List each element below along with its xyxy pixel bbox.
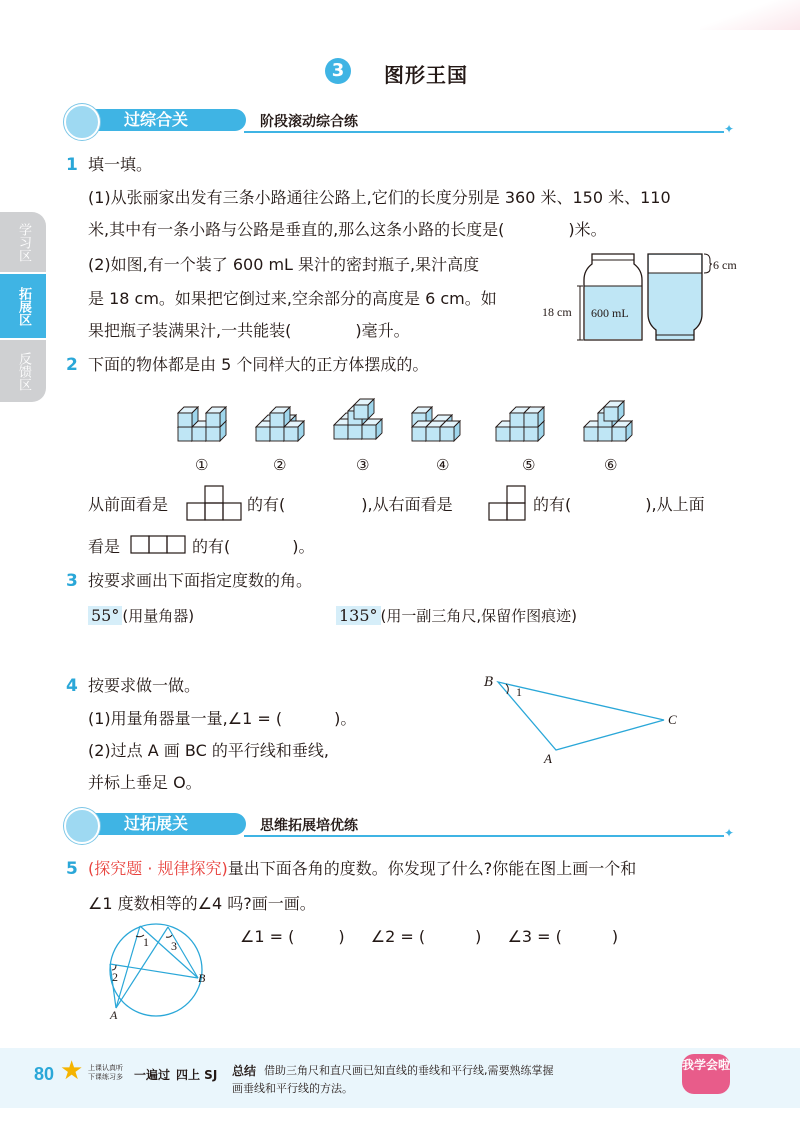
side-tab-extend[interactable]: 拓展区 (0, 274, 46, 338)
text-span: 的有( (192, 537, 231, 556)
question-text (88, 858, 636, 880)
mascot-icon (64, 808, 100, 844)
point-A-label: A (110, 1008, 118, 1022)
text-span: 的有( (533, 495, 572, 514)
question-number: 1 (66, 155, 78, 175)
text-span: ) (611, 927, 619, 946)
text-span: )。 (334, 709, 357, 728)
question-text (88, 708, 356, 730)
section-subtitle: 阶段滚动综合练 (260, 114, 358, 130)
circle-figure (100, 918, 220, 1028)
question-number: 2 (66, 355, 78, 375)
text-span: ∠3 = ( (507, 927, 562, 946)
question-number: 5 (66, 859, 78, 879)
cube-object-3 (334, 399, 382, 439)
cube-object-2 (256, 407, 304, 441)
text-span: )米。 (568, 220, 607, 239)
text-span: 量出下面各角的度数。你发现了什么?你能在图上画一个和 (227, 859, 637, 878)
section-tag: 过拓展关 (86, 813, 246, 835)
degree-value: 135° (336, 606, 381, 625)
bottle-figure (540, 250, 770, 345)
cube-object-5 (496, 407, 544, 441)
question-text (192, 536, 315, 558)
question-title: 填一填。 (88, 155, 153, 174)
question-text: (2)过点 A 画 BC 的平行线和垂线, (88, 741, 329, 760)
triangle-figure (480, 668, 690, 768)
divider (244, 835, 724, 837)
page-title: 图形王国 (384, 63, 468, 87)
front-view-shape (186, 485, 242, 521)
star-icon: ✦ (724, 826, 735, 840)
height-label: 18 cm (542, 305, 572, 319)
done-badge[interactable]: 我学会啦 (682, 1054, 730, 1094)
text-span: ) (475, 927, 482, 946)
star-icon: ✦ (724, 122, 735, 136)
text-span: ∠2 = ( (370, 927, 426, 946)
angle-task-2 (336, 605, 577, 627)
angle-2-label: 2 (112, 970, 118, 984)
question-text (88, 320, 410, 342)
volume-label: 600 mL (591, 306, 629, 320)
text-span: 的有( (247, 495, 286, 514)
divider (244, 131, 724, 133)
angle-3-label: 3 (171, 939, 177, 953)
slogan-line: 下课练习多 (88, 1073, 123, 1081)
figure-label-6: ⑥ (604, 456, 618, 474)
point-B-label: B (198, 971, 206, 985)
text-span: ),从右面看是 (361, 495, 453, 514)
side-tab-study[interactable]: 学习区 (0, 212, 46, 272)
cube-figures (170, 385, 650, 445)
figure-label-4: ④ (436, 456, 450, 474)
text-span: ) (338, 927, 345, 946)
question-text (88, 219, 607, 241)
question-text: 并标上垂足 O。 (88, 773, 202, 792)
top-view-shape (130, 535, 186, 555)
section-subtitle: 思维拓展培优练 (260, 818, 358, 834)
question-text (247, 494, 453, 516)
page-number: 80 (34, 1064, 55, 1084)
text-span: ∠1 = ( (240, 927, 295, 946)
section-banner-extension (64, 812, 734, 838)
angle-1-label: 1 (516, 685, 522, 699)
question-text: 看是 (88, 537, 121, 556)
question-title: 按要求画出下面指定度数的角。 (88, 571, 313, 590)
summary-text-line2: 画垂线和平行线的方法。 (232, 1082, 353, 1095)
point-A-label: A (544, 751, 552, 766)
summary-line: 借助三角尺和直尺画已知直线的垂线和平行线,需要熟练掌握 (264, 1064, 554, 1077)
degree-value: 55° (88, 606, 122, 625)
grade-label: 四上 SJ (176, 1068, 218, 1082)
right-view-shape (488, 485, 526, 521)
question-text: 是 18 cm。如果把它倒过来,空余部分的高度是 6 cm。如 (88, 289, 497, 308)
task-note: (用一副三角尺,保留作图痕迹) (380, 607, 578, 625)
question-title: 按要求做一做。 (88, 676, 201, 695)
text-span: ),从上面 (645, 495, 705, 514)
question-text: (1)从张丽家出发有三条小路通往公路上,它们的长度分别是 360 米、150 米、110 (88, 188, 671, 207)
figure-label-5: ⑤ (522, 456, 536, 474)
unit-badge: 3 (325, 58, 351, 84)
question-tag: (探究题 · 规律探究) (88, 859, 228, 878)
question-text: ∠1 度数相等的∠4 吗?画一画。 (88, 894, 316, 913)
point-B-label: B (484, 675, 494, 690)
point-C-label: C (668, 712, 677, 727)
summary-text (264, 1062, 554, 1080)
question-number: 4 (66, 676, 78, 696)
summary-label: 总结 (232, 1064, 257, 1078)
angle-1-label: 1 (143, 935, 149, 949)
text-span: 果把瓶子装满果汁,一共能装( (88, 321, 292, 340)
angle-task-1 (88, 605, 194, 627)
text-span: (1)用量角器量一量,∠1 = ( (88, 709, 283, 728)
figure-label-2: ② (273, 456, 287, 474)
cube-object-6 (584, 401, 632, 441)
answer-row (240, 926, 618, 948)
section-banner-comprehensive (64, 108, 734, 134)
section-tag: 过综合关 (86, 109, 246, 131)
question-number: 3 (66, 571, 78, 591)
corner-decoration (700, 0, 800, 30)
mascot-icon (64, 104, 100, 140)
task-note: (用量角器) (122, 607, 195, 625)
question-title: 下面的物体都是由 5 个同样大的正方体摆成的。 (88, 355, 429, 374)
brand-star-icon: ★ (60, 1056, 84, 1086)
question-text (533, 494, 705, 516)
figure-label-3: ③ (356, 456, 370, 474)
slogan-line: 上课认真听 (88, 1064, 123, 1072)
question-text: (2)如图,有一个装了 600 mL 果汁的密封瓶子,果汁高度 (88, 255, 480, 274)
side-tab-feedback[interactable]: 反馈区 (0, 340, 46, 402)
cube-object-1 (178, 407, 226, 441)
text-span: )毫升。 (355, 321, 410, 340)
side-tab-bar (0, 212, 48, 402)
text-span: )。 (292, 537, 315, 556)
question-text: 从前面看是 (88, 495, 169, 514)
cube-object-4 (412, 407, 460, 441)
text-span: 米,其中有一条小路与公路是垂直的,那么这条小路的长度是( (88, 220, 505, 239)
figure-label-1: ① (195, 456, 209, 474)
gap-label: 6 cm (713, 258, 737, 272)
slogan (88, 1064, 123, 1082)
brand-name: 一遍过 (134, 1068, 171, 1082)
